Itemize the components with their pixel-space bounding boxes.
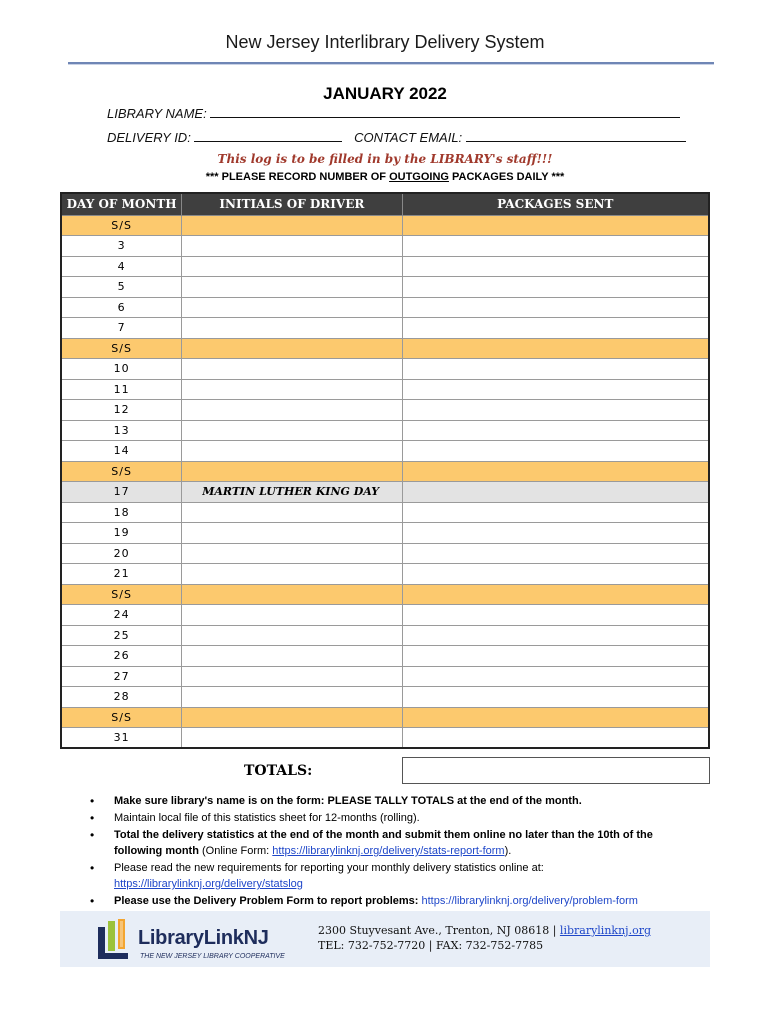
table-row [61,297,709,318]
driver-initials-cell[interactable] [182,564,402,585]
statslog-link[interactable]: https://librarylinknj.org/delivery/statslog [114,878,303,890]
list-item [88,893,688,909]
packages-sent-cell[interactable] [402,236,709,257]
packages-sent-cell[interactable] [402,584,709,605]
driver-initials-cell[interactable] [182,441,402,462]
driver-initials-cell[interactable] [182,728,402,749]
table-row [61,605,709,626]
note-problem-form: Please use the Delivery Problem Form to report problems: [114,895,419,907]
driver-initials-cell[interactable] [182,625,402,646]
table-row [61,461,709,482]
packages-sent-cell[interactable] [402,338,709,359]
driver-initials-cell[interactable] [182,420,402,441]
packages-sent-cell[interactable] [402,400,709,421]
table-row [61,584,709,605]
table-row [61,420,709,441]
day-cell: 25 [61,625,182,646]
day-cell: 28 [61,687,182,708]
day-cell: 7 [61,318,182,339]
packages-sent-cell[interactable] [402,502,709,523]
packages-sent-cell[interactable] [402,564,709,585]
table-header-row [61,193,709,215]
table-row [61,502,709,523]
table-row [61,707,709,728]
packages-sent-cell[interactable] [402,215,709,236]
driver-initials-cell[interactable] [182,256,402,277]
day-cell: 26 [61,646,182,667]
day-cell: 18 [61,502,182,523]
contact-email-blank[interactable] [466,130,686,142]
packages-sent-cell[interactable] [402,728,709,749]
driver-initials-cell[interactable] [182,707,402,728]
holiday-note-cell: MARTIN LUTHER KING DAY [182,482,402,503]
packages-sent-cell[interactable] [402,297,709,318]
driver-initials-cell[interactable] [182,338,402,359]
staff-instruction: This log is to be filled in by the LIBRARY's staff!!! [217,152,553,166]
delivery-id-label: DELIVERY ID: [107,130,191,145]
table-row [61,215,709,236]
totals-input-box[interactable] [402,757,710,784]
packages-sent-cell[interactable] [402,359,709,380]
footer-banner [60,911,710,967]
logo-tagline: THE NEW JERSEY LIBRARY COOPERATIVE [140,953,285,960]
packages-sent-cell[interactable] [402,420,709,441]
driver-initials-cell[interactable] [182,277,402,298]
day-cell: 19 [61,523,182,544]
driver-initials-cell[interactable] [182,318,402,339]
header-packages-sent: PACKAGES SENT [402,193,709,215]
library-name-label: LIBRARY NAME: [107,106,207,121]
street-address: 2300 Stuyvesant Ave., Trenton, NJ 08618 | [318,924,560,937]
day-cell: 20 [61,543,182,564]
note-online-form-suffix: ). [504,845,512,857]
driver-initials-cell[interactable] [182,666,402,687]
table-row [61,543,709,564]
day-cell: 6 [61,297,182,318]
day-cell: 10 [61,359,182,380]
note-submit-stats: Total the delivery statistics at the end of the month and submit them online no later than the 10th of the following month [114,829,653,857]
library-book-icon [96,917,140,963]
day-cell: 27 [61,666,182,687]
table-row [61,256,709,277]
table-row [61,666,709,687]
header-divider [68,62,714,65]
table-row [61,441,709,462]
header-initials-of-driver: INITIALS OF DRIVER [182,193,402,215]
driver-initials-cell[interactable] [182,584,402,605]
delivery-contact-field [107,130,686,145]
driver-initials-cell[interactable] [182,400,402,421]
header-day-of-month: DAY OF MONTH [61,193,182,215]
list-item [88,793,688,809]
table-row [61,564,709,585]
packages-sent-cell[interactable] [402,625,709,646]
table-row [61,728,709,749]
table-row [61,646,709,667]
driver-initials-cell[interactable] [182,646,402,667]
packages-sent-cell[interactable] [402,707,709,728]
note-online-form-prefix: (Online Form: [198,845,273,857]
driver-initials-cell[interactable] [182,461,402,482]
packages-sent-cell[interactable] [402,543,709,564]
table-row [61,318,709,339]
record-instruction-prefix: *** PLEASE RECORD NUMBER OF [205,171,390,183]
packages-sent-cell[interactable] [402,605,709,626]
table-row [61,523,709,544]
packages-sent-cell[interactable] [402,441,709,462]
note-maintain-file: Maintain local file of this statistics sheet for 12-months (rolling). [114,812,420,824]
packages-sent-cell[interactable] [402,687,709,708]
table-row [61,236,709,257]
day-cell: S/S [61,461,182,482]
table-row [61,400,709,421]
instructions-list [88,793,688,910]
library-name-field [107,106,680,121]
driver-initials-cell[interactable] [182,236,402,257]
table-row [61,687,709,708]
packages-sent-cell[interactable] [402,318,709,339]
packages-sent-cell[interactable] [402,379,709,400]
day-cell: 17 [61,482,182,503]
librarylinknj-logo [96,917,286,963]
table-row [61,482,709,503]
month-title: JANUARY 2022 [323,84,447,103]
day-cell: 13 [61,420,182,441]
day-cell: S/S [61,707,182,728]
table-row [61,359,709,380]
driver-initials-cell[interactable] [182,379,402,400]
totals-label: TOTALS: [244,763,313,779]
driver-initials-cell[interactable] [182,215,402,236]
document-header-title: New Jersey Interlibrary Delivery System [225,32,545,52]
note-new-requirements: Please read the new requirements for reporting your monthly delivery statistics online at: [114,862,544,874]
day-cell: S/S [61,584,182,605]
delivery-id-blank[interactable] [194,130,342,142]
website-link[interactable]: librarylinknj.org [559,924,651,937]
driver-initials-cell[interactable] [182,502,402,523]
day-cell: 14 [61,441,182,462]
day-cell: S/S [61,338,182,359]
table-row [61,379,709,400]
list-item [88,827,688,859]
driver-initials-cell[interactable] [182,687,402,708]
record-instruction-suffix: PACKAGES DAILY *** [448,171,565,183]
day-cell: 3 [61,236,182,257]
packages-sent-cell[interactable] [402,646,709,667]
driver-initials-cell[interactable] [182,359,402,380]
list-item [88,860,688,892]
driver-initials-cell[interactable] [182,523,402,544]
day-cell: 5 [61,277,182,298]
stats-report-form-link[interactable]: https://librarylinknj.org/delivery/stats-report-form [272,845,505,857]
list-item [88,810,688,826]
contact-email-label: CONTACT EMAIL: [354,130,463,145]
day-cell: 24 [61,605,182,626]
note-tally-totals: Make sure library's name is on the form: PLEASE TALLY TOTALS at the end of the month. [114,795,582,807]
day-cell: 4 [61,256,182,277]
day-cell: 31 [61,728,182,749]
day-cell: 12 [61,400,182,421]
driver-initials-cell[interactable] [182,543,402,564]
table-row [61,277,709,298]
driver-initials-cell[interactable] [182,297,402,318]
driver-initials-cell[interactable] [182,605,402,626]
record-instruction [0,171,770,183]
day-cell: 21 [61,564,182,585]
contact-address [318,923,651,953]
delivery-log-body [61,215,709,748]
day-cell: S/S [61,215,182,236]
logo-wordmark: LibraryLinkNJ [138,927,269,949]
phone-fax: TEL: 732-752-7720 | FAX: 732-752-7785 [318,939,544,952]
library-name-blank[interactable] [210,106,680,118]
problem-form-link[interactable]: https://librarylinknj.org/delivery/problem-form [421,895,638,907]
record-instruction-outgoing: OUTGOING [389,171,449,183]
delivery-log-table [60,192,710,749]
table-row [61,625,709,646]
packages-sent-cell[interactable] [402,523,709,544]
packages-sent-cell[interactable] [402,482,709,503]
packages-sent-cell[interactable] [402,277,709,298]
packages-sent-cell[interactable] [402,461,709,482]
packages-sent-cell[interactable] [402,666,709,687]
table-row [61,338,709,359]
packages-sent-cell[interactable] [402,256,709,277]
day-cell: 11 [61,379,182,400]
